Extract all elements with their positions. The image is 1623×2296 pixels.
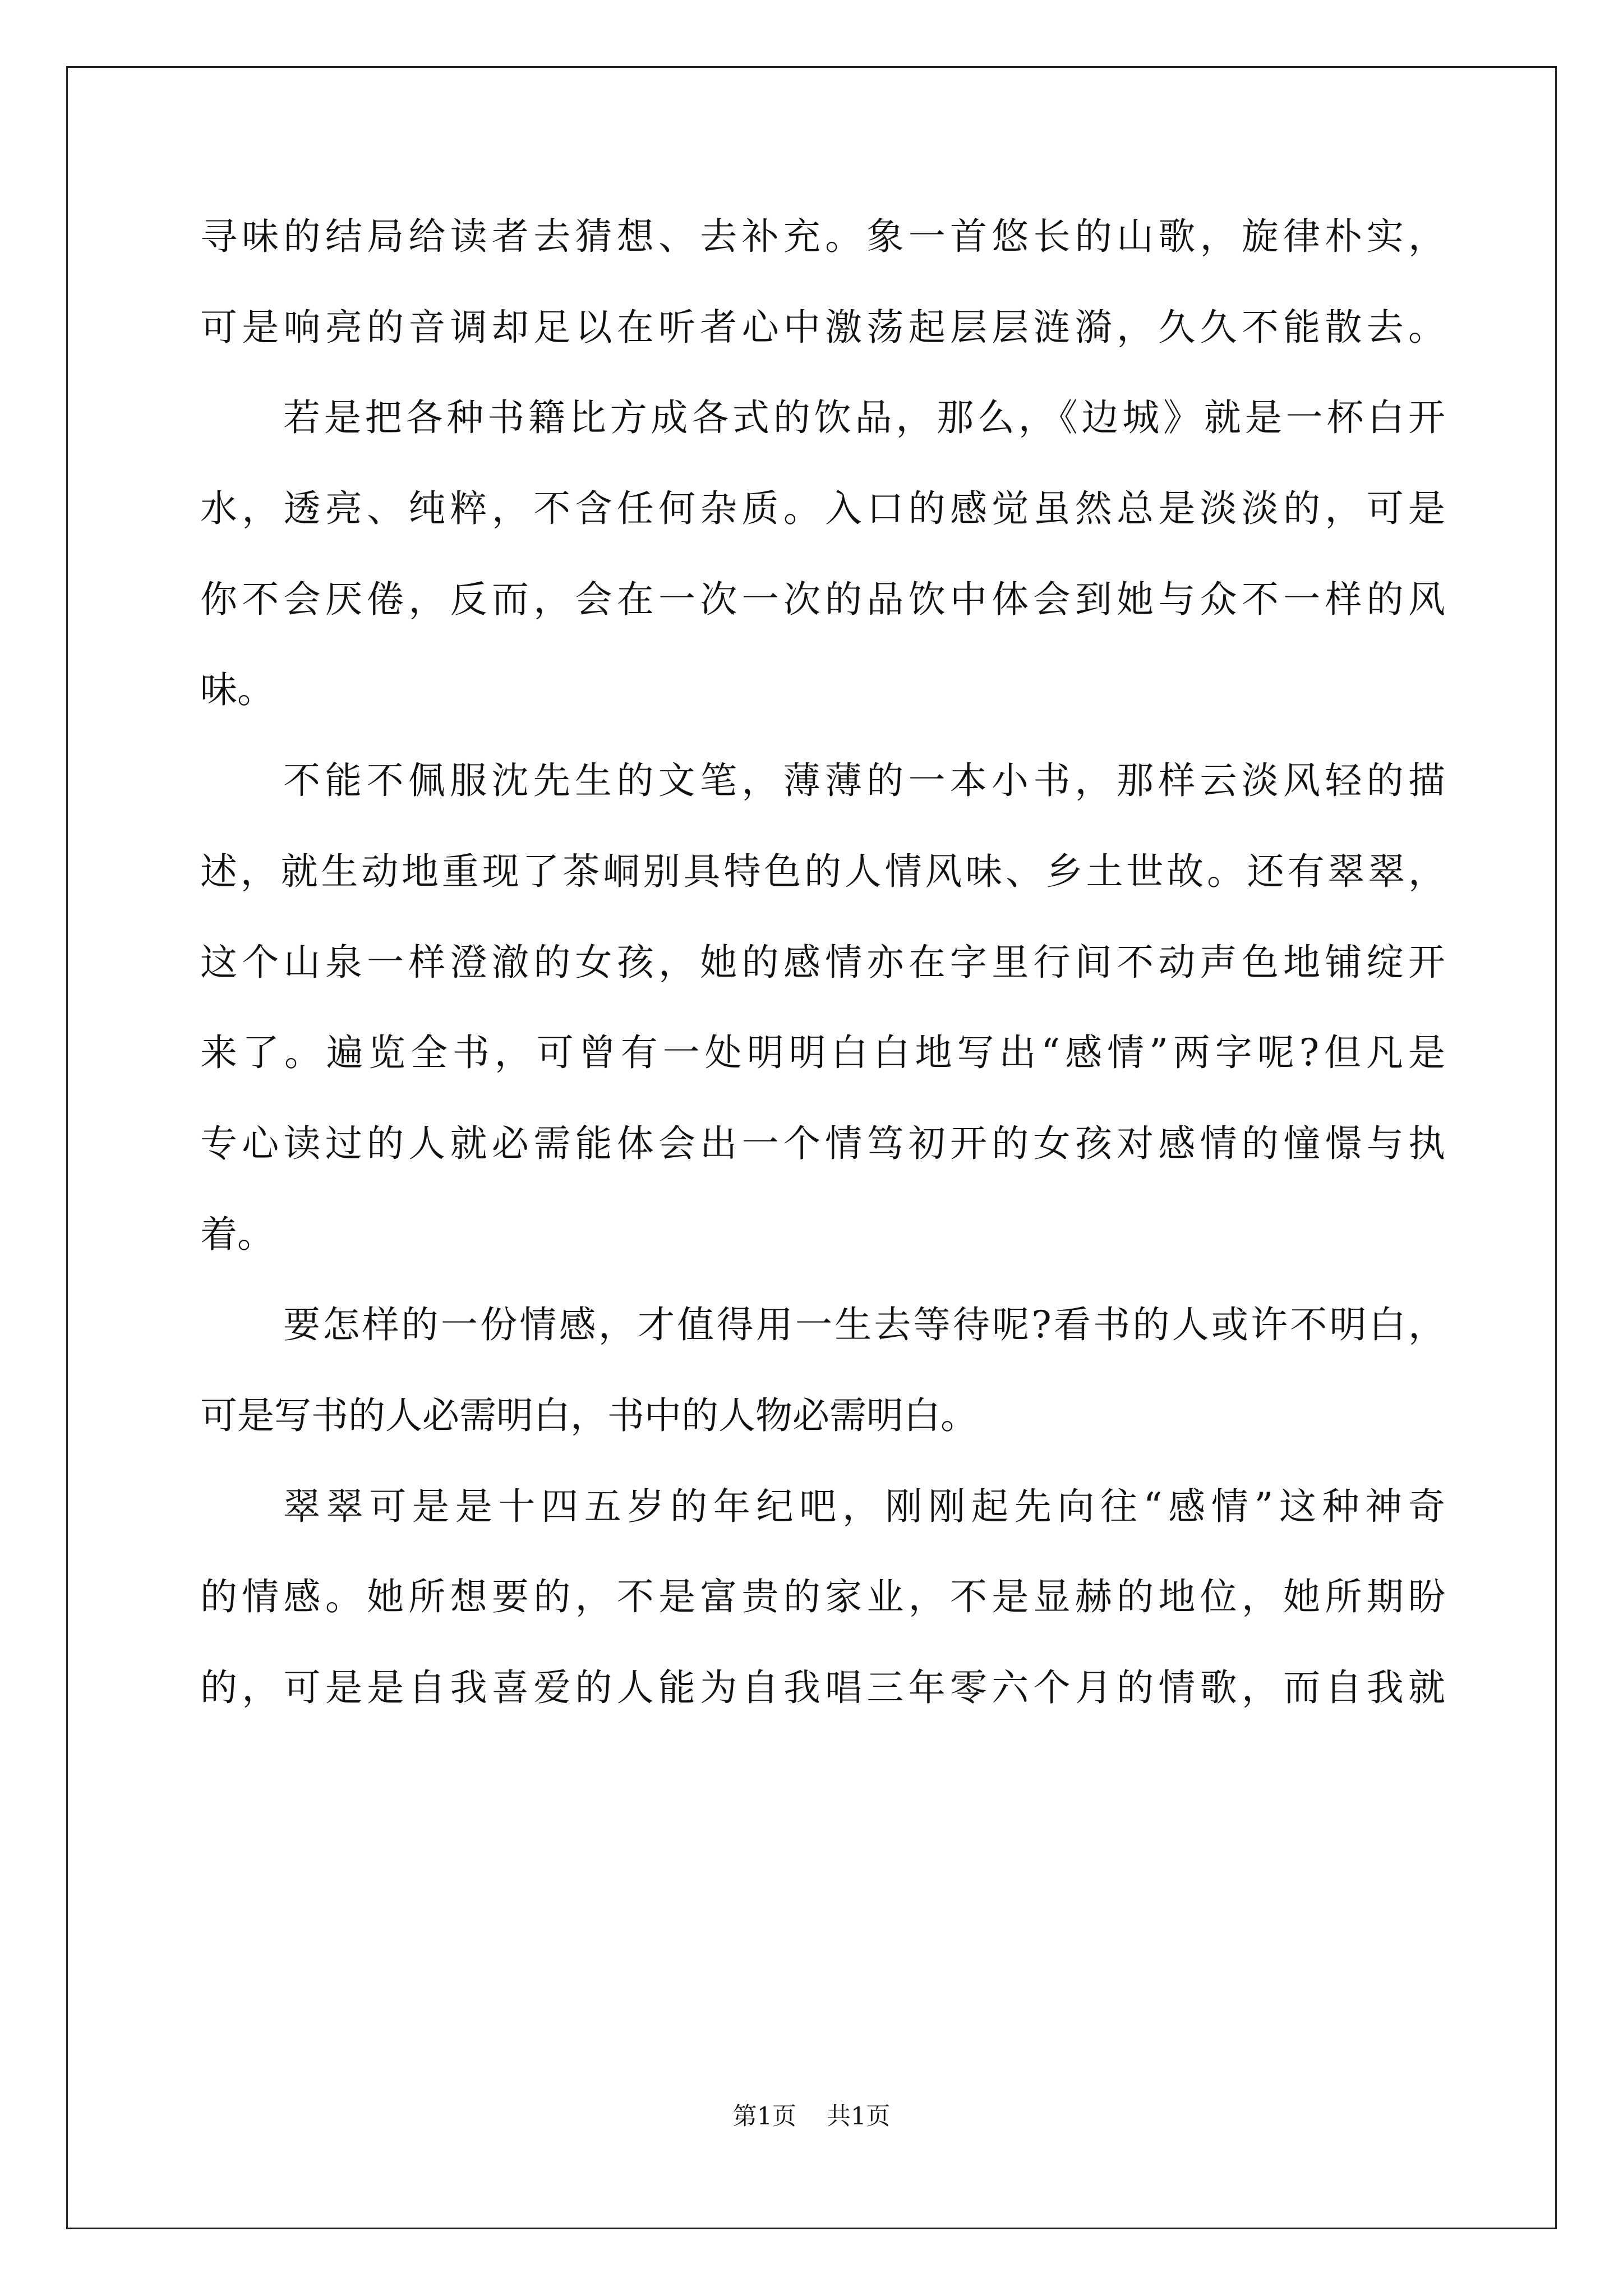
text-line: 来了。遍览全书，可曾有一处明明白白地写出“感情”两字呢?但凡是 xyxy=(200,1031,1445,1075)
text-line: 的，可是是自我喜爱的人能为自我唱三年零六个月的情歌，而自我就 xyxy=(200,1666,1445,1709)
text-line: 寻味的结局给读者去猜想、去补充。象一首悠长的山歌，旋律朴实， xyxy=(200,215,1445,258)
paragraph-start-line: 不能不佩服沈先生的文笔，薄薄的一本小书，那样云淡风轻的描 xyxy=(283,759,1445,803)
document-body xyxy=(200,211,1445,1754)
paragraph-end-line: 味。 xyxy=(200,668,274,712)
text-line: 的情感。她所想要的，不是富贵的家业，不是显赫的地位，她所期盼 xyxy=(200,1575,1445,1619)
text-line: 可是响亮的音调却足以在听者心中激荡起层层涟漪，久久不能散去。 xyxy=(200,305,1445,349)
text-line: 你不会厌倦，反而，会在一次一次的品饮中体会到她与众不一样的风 xyxy=(200,577,1445,621)
page-total: 共1页 xyxy=(827,2102,891,2131)
paragraph-end-line: 可是写书的人必需明白，书中的人物必需明白。 xyxy=(200,1393,978,1437)
paragraph-start-line: 翠翠可是是十四五岁的年纪吧，刚刚起先向往“感情”这种神奇 xyxy=(283,1484,1445,1528)
page-number: 第1页 xyxy=(732,2102,796,2131)
paragraph-start-line: 要怎样的一份情感，才值得用一生去等待呢?看书的人或许不明白， xyxy=(283,1303,1445,1347)
text-line: 专心读过的人就必需能体会出一个情笃初开的女孩对感情的憧憬与执 xyxy=(200,1121,1445,1165)
text-line: 述，就生动地重现了茶峒别具特色的人情风味、乡土世故。还有翠翠， xyxy=(200,849,1445,893)
text-line: 水，透亮、纯粹，不含任何杂质。入口的感觉虽然总是淡淡的，可是 xyxy=(200,487,1445,531)
page-footer xyxy=(0,2100,1623,2133)
text-line: 这个山泉一样澄澈的女孩，她的感情亦在字里行间不动声色地铺绽开 xyxy=(200,940,1445,984)
paragraph-end-line: 着。 xyxy=(200,1212,274,1256)
paragraph-start-line: 若是把各种书籍比方成各式的饮品，那么，《边城》就是一杯白开 xyxy=(283,396,1445,440)
